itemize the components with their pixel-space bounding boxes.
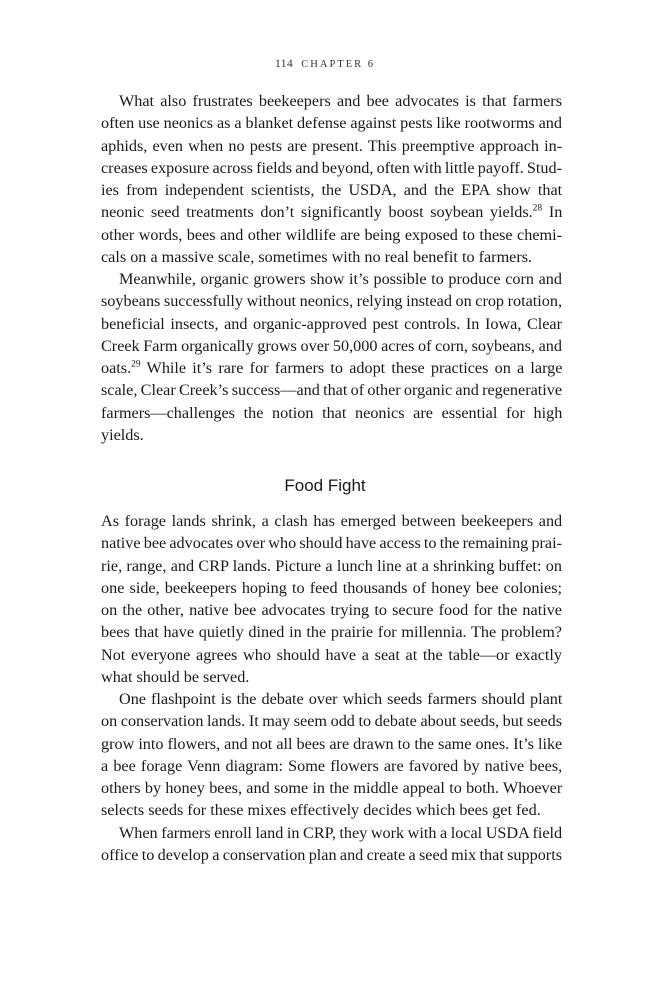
section-2-text bbox=[101, 510, 562, 866]
text-line: neonic seed treatments don’t significantly boost soybean yields.$^{28}$ In bbox=[101, 203, 563, 222]
text-line: yields. bbox=[101, 425, 144, 444]
text-line: cals on a massive scale, sometimes with no real benefit to farmers. bbox=[101, 247, 533, 266]
text-line: ies from independent scientists, the USDA, and the EPA show that bbox=[101, 181, 563, 199]
text-line: selects seeds for these mixes effectively decides which bees get fed. bbox=[101, 801, 541, 820]
text-line: beneficial insects, and organic-approved pest controls. In Iowa, Clear bbox=[101, 314, 562, 333]
chapter-label: CHAPTER 6 bbox=[301, 59, 376, 70]
footnote-ref: 28 bbox=[532, 203, 543, 214]
text-line: As forage lands shrink, a clash has emerged between beekeepers and bbox=[101, 512, 563, 530]
text-line: Meanwhile, organic growers show it’s possible to produce corn and bbox=[119, 270, 562, 288]
section-1-text bbox=[101, 90, 562, 446]
text-line: others by honey bees, and some in the middle appeal to both. Whoever bbox=[101, 779, 563, 797]
text-line: scale, Clear Creek’s success—and that of other organic and regenerative bbox=[101, 381, 563, 400]
running-head bbox=[0, 58, 650, 70]
text-line: on conservation lands. It may seem odd to debate about seeds, but seeds bbox=[101, 712, 562, 731]
text-line: aphids, even when no pests are present. This preemptive approach in- bbox=[101, 136, 563, 155]
section-heading: Food Fight bbox=[284, 476, 366, 495]
text-line: Not everyone agrees who should have a seat at the table—or exactly bbox=[101, 645, 562, 664]
page-number: 114 bbox=[274, 58, 294, 70]
text-line: Creek Farm organically grows over 50,000 acres of corn, soybeans, and bbox=[101, 336, 562, 355]
text-line: office to develop a conservation plan and create a seed mix that supports bbox=[101, 845, 562, 864]
text-line: a bee forage Venn diagram: Some flowers are favored by native bees, bbox=[101, 756, 563, 775]
text-line: native bee advocates over who should have access to the remaining prai- bbox=[101, 534, 562, 553]
text-line: oats.$^{29}$ While it’s rare for farmers to adopt these practices on a large bbox=[101, 359, 563, 377]
text-line: creases exposure across fields and beyond, often with little payoff. Stud- bbox=[101, 158, 562, 177]
text-line: bees that have quietly dined in the prairie for millennia. The problem? bbox=[101, 623, 562, 642]
text-line: When farmers enroll land in CRP, they work with a local USDA field bbox=[119, 823, 563, 842]
text-line: What also frustrates beekeepers and bee advocates is that farmers bbox=[119, 92, 562, 110]
text-line: grow into flowers, and not all bees are drawn to the same ones. It’s like bbox=[101, 734, 563, 753]
text-line: One flashpoint is the debate over which seeds farmers should plant bbox=[119, 690, 563, 708]
text-line: what should be served. bbox=[101, 667, 250, 686]
text-line: other words, bees and other wildlife are being exposed to these chemi- bbox=[101, 225, 562, 244]
text-line: farmers—challenges the notion that neonics are essential for high bbox=[101, 403, 563, 422]
text-line: on the other, native bee advocates trying to secure food for the native bbox=[101, 601, 562, 619]
text-line: rie, range, and CRP lands. Picture a lunch line at a shrinking buffet: on bbox=[101, 556, 562, 575]
text-line: soybeans successfully without neonics, relying instead on crop rotation, bbox=[101, 292, 562, 311]
footnote-ref: 29 bbox=[131, 359, 141, 370]
text-line: often use neonics as a blanket defense against pests like rootworms and bbox=[101, 114, 562, 133]
text-line: one side, beekeepers hoping to feed thousands of honey bee colonies; bbox=[101, 578, 562, 597]
